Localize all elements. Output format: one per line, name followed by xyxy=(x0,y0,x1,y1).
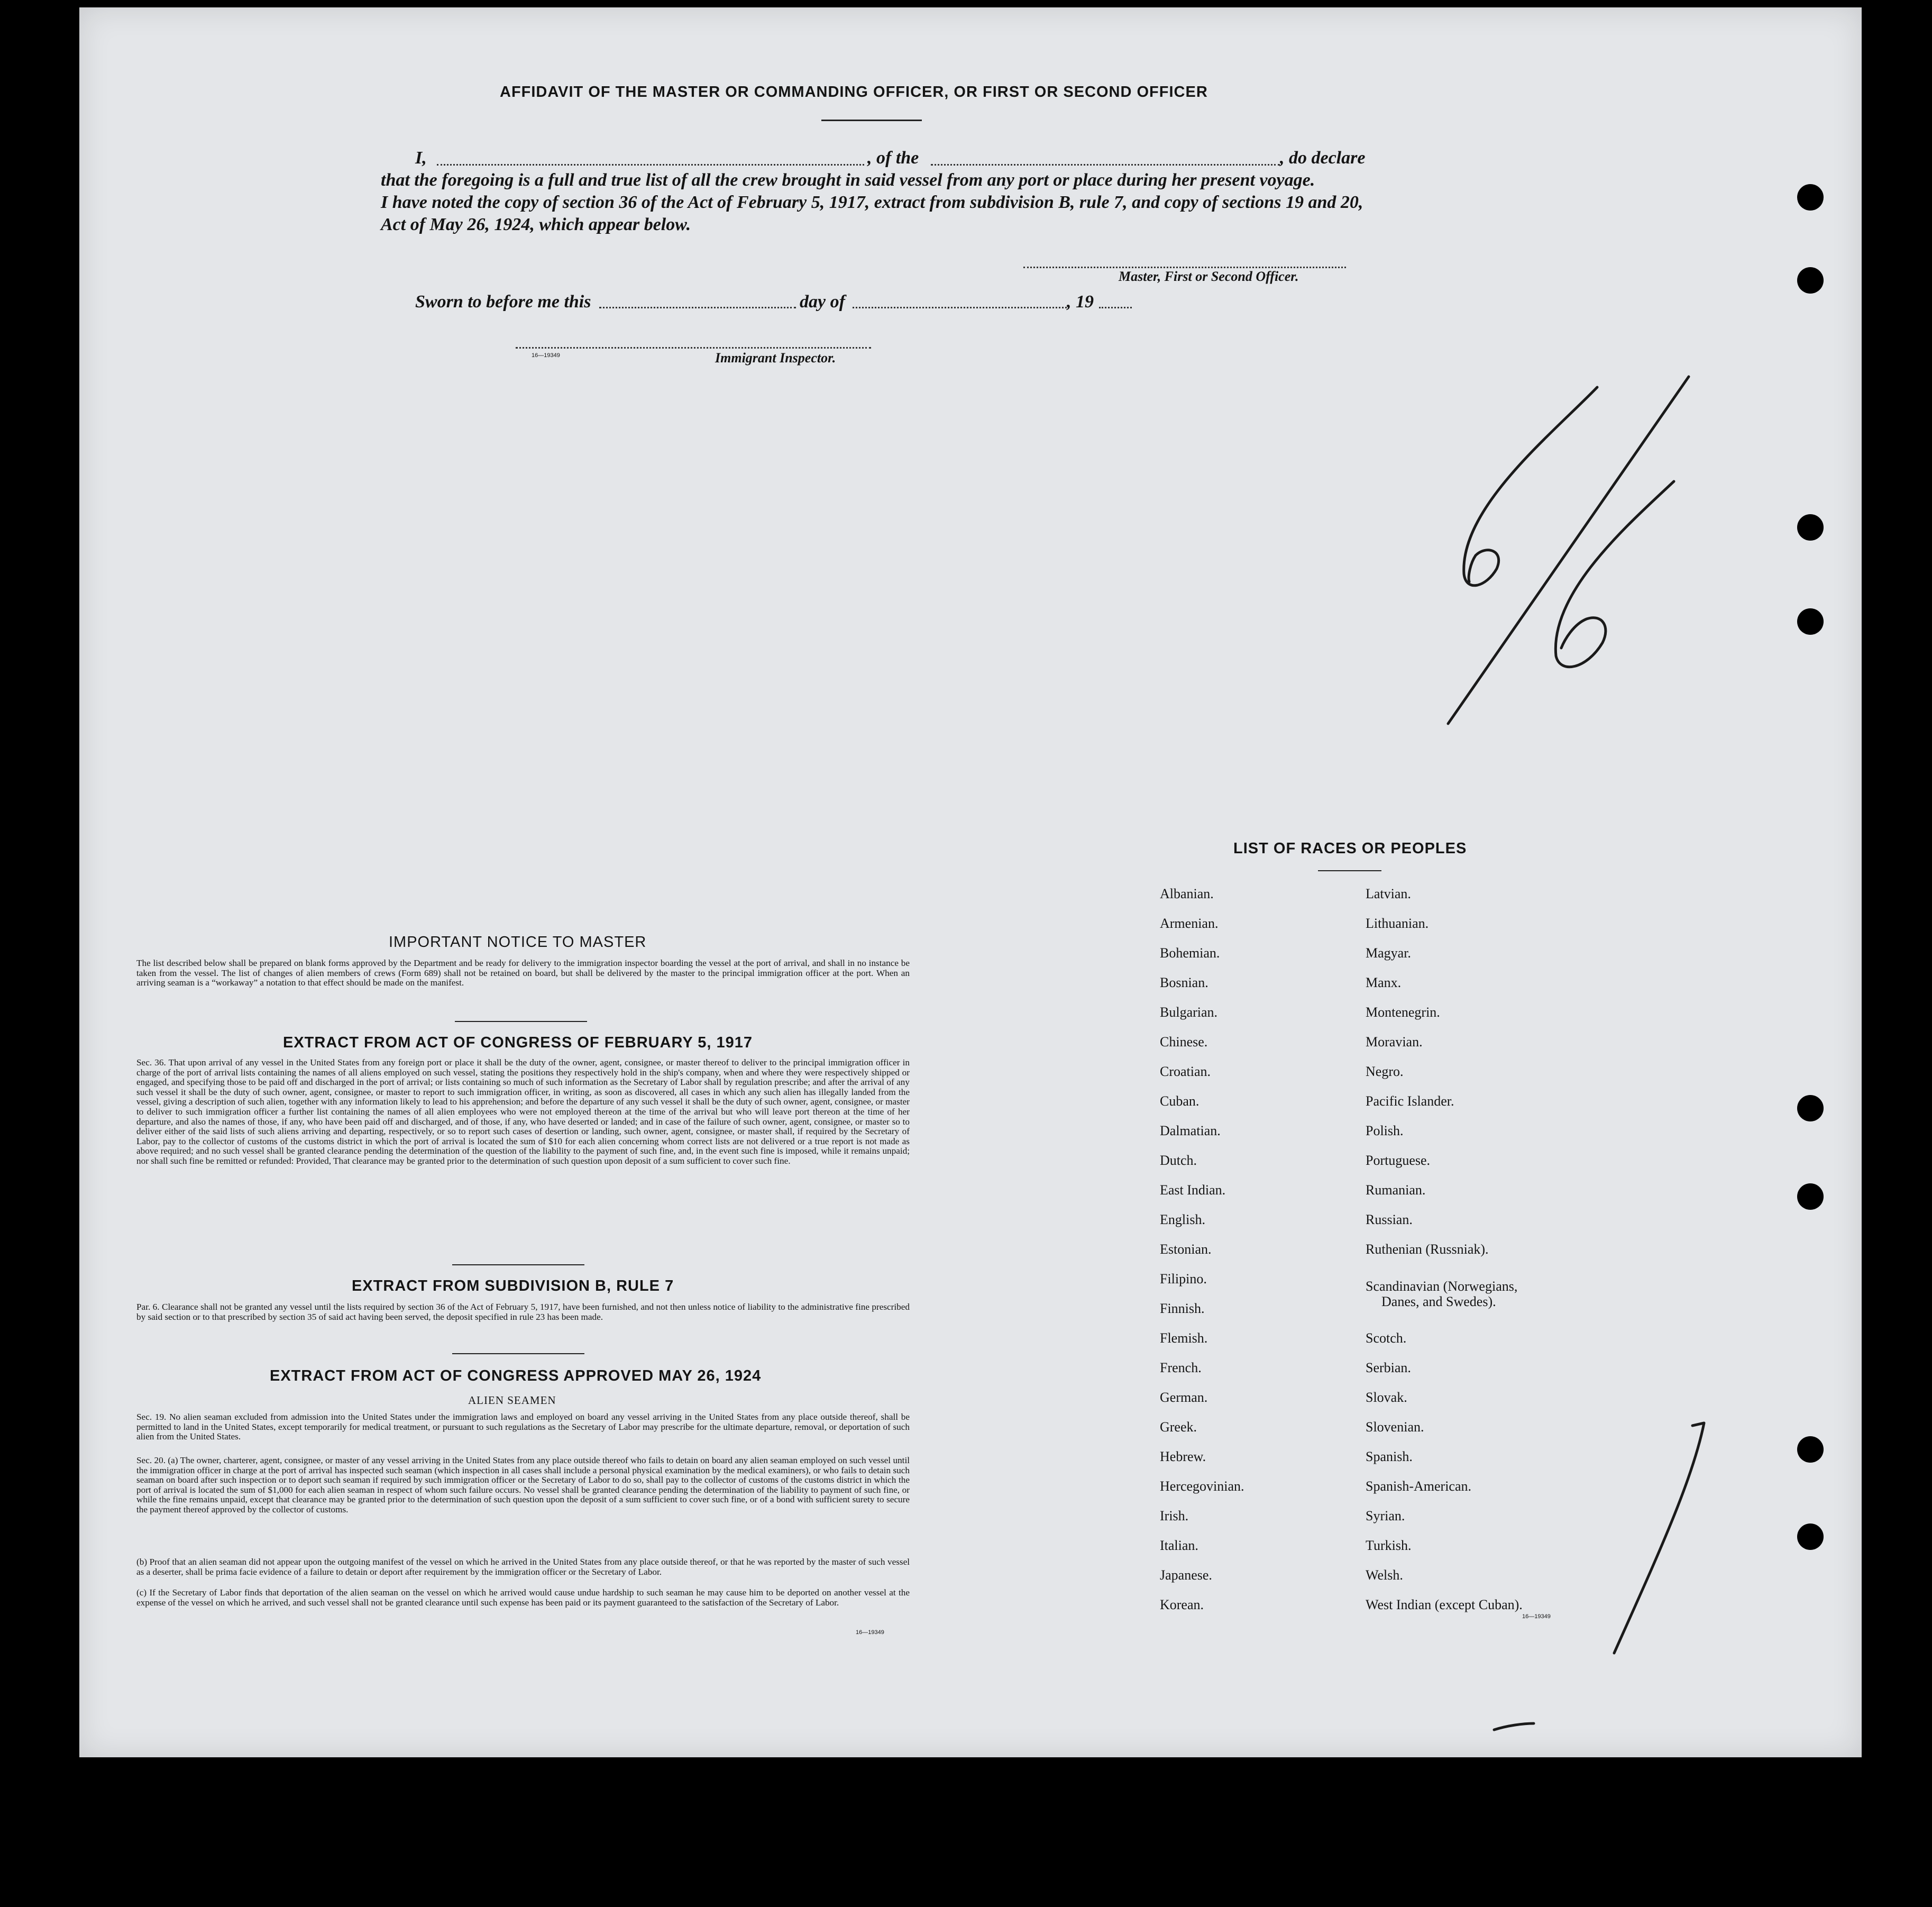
race-item: Manx. xyxy=(1366,975,1402,990)
form-number: 16—19349 xyxy=(1522,1613,1551,1620)
race-item: Bohemian. xyxy=(1160,945,1220,961)
race-item: Finnish. xyxy=(1160,1301,1205,1316)
race-item: Irish. xyxy=(1160,1508,1189,1523)
race-item: Magyar. xyxy=(1366,945,1411,961)
extract-1924-title: EXTRACT FROM ACT OF CONGRESS APPROVED MAY 26, 1924 xyxy=(270,1367,762,1384)
race-item: Bosnian. xyxy=(1160,975,1208,990)
race-item: Pacific Islander. xyxy=(1366,1093,1454,1109)
sworn-text: Sworn to before me this xyxy=(415,292,591,312)
affidavit-i: I, xyxy=(415,148,427,168)
race-item: Welsh. xyxy=(1366,1567,1403,1583)
affidavit-line-4: Act of May 26, 1924, which appear below. xyxy=(381,215,691,234)
races-divider xyxy=(1318,870,1381,871)
section-divider xyxy=(452,1353,584,1354)
race-item: Turkish. xyxy=(1366,1538,1412,1553)
race-item: Scandinavian (Norwegians, xyxy=(1366,1279,1518,1294)
race-item: Ruthenian (Russniak). xyxy=(1366,1242,1489,1257)
extract-rule7-text: Par. 6. Clearance shall not be granted any vessel until the lists required by section 36 of the Act of February 5, 1917, have been furnished, and not then unless notice of liability to the administrative fine prescribed by said section or to that prescribed by section 35 of said act having been served, the deposit specified in rule 23 has been made. xyxy=(136,1302,910,1322)
race-item: Flemish. xyxy=(1160,1330,1208,1346)
race-item: Chinese. xyxy=(1160,1034,1208,1050)
extract-1917-title: EXTRACT FROM ACT OF CONGRESS OF FEBRUARY 5, 1917 xyxy=(283,1034,753,1051)
race-item: Dalmatian. xyxy=(1160,1123,1221,1138)
extract-rule7-title: EXTRACT FROM SUBDIVISION B, RULE 7 xyxy=(352,1278,674,1294)
race-item: German. xyxy=(1160,1390,1208,1405)
race-item: Dutch. xyxy=(1160,1153,1197,1168)
race-item: Slovenian. xyxy=(1366,1419,1424,1435)
notice-text: The list described below shall be prepared on blank forms approved by the Department and be ready for delivery to the immigration inspector boarding the vessel at the port of arrival, and shall in no instance be taken from the vessel. The list of changes of alien members of crews (Form 689) shall not be retained on board, but shall be delivered by the master to the principal immigration officer at the port. When an arriving seaman is a “workaway” a notation to that effect should be made on the manifest. xyxy=(136,958,910,988)
handwritten-six-2 xyxy=(1555,481,1674,667)
race-item: Rumanian. xyxy=(1366,1182,1426,1198)
day-of-text: day of xyxy=(800,292,845,312)
race-item: Spanish. xyxy=(1366,1449,1413,1464)
race-item: Armenian. xyxy=(1160,916,1219,931)
section-divider xyxy=(455,1021,587,1022)
race-item: Korean. xyxy=(1160,1597,1204,1612)
race-item: Portuguese. xyxy=(1366,1153,1431,1168)
year-prefix: , 19 xyxy=(1067,292,1094,312)
race-item: Danes, and Swedes). xyxy=(1381,1294,1496,1309)
sec20a-text: Sec. 20. (a) The owner, charterer, agent, consignee, or master of any vessel arriving in the United States from any place outside thereof who fails to detain on board any alien seaman employed on such vessel until the immigration officer in charge at the port of arrival has inspected such seaman (which inspection in all cases shall include a personal physical examination by the medical examiners), or who fails to detain such seaman on board after such inspection or to deport such seaman if required by such immigration officer or the Secretary of Labor to do so, shall pay to the collector of customs of the customs district in which the port of arrival is located the sum of $1,000 for each alien seaman in respect of whom such failure occurs. No vessel shall be granted clearance pending the determination of the liability to payment of such fine, or while the fine remains unpaid, except that clearance may be granted prior to the determination of such question upon the deposit of a sum sufficient to cover such fine, or of a bond with sufficient surety to secure the payment thereof approved by the collector of customs. xyxy=(136,1455,910,1514)
section-divider xyxy=(452,1264,584,1265)
race-item: Spanish-American. xyxy=(1366,1479,1472,1494)
race-item: Bulgarian. xyxy=(1160,1005,1218,1020)
race-item: Latvian. xyxy=(1366,886,1411,901)
race-item: Scotch. xyxy=(1366,1330,1407,1346)
alien-seamen-subtitle: ALIEN SEAMEN xyxy=(468,1394,556,1407)
sec20c-text: (c) If the Secretary of Labor finds that deportation of the alien seaman on the vessel on which he arrived would cause undue hardship to such seaman he may cause him to be deported on another vessel at the expense of the vessel on which he arrived, and such vessel shall not be granted clearance until such expense has been paid or its payment guaranteed to the satisfaction of the Secretary of Labor. xyxy=(136,1587,910,1608)
extract-1917-text: Sec. 36. That upon arrival of any vessel in the United States from any foreign port or place it shall be the duty of the owner, agent, consignee, or master thereof to deliver to the principal immigration officer in charge of the port of arrival lists containing the names of all aliens employed on such vessel, stating the positions they respectively hold in the ship's company, when and where they were respectively shipped or engaged, and specifying those to be paid off and discharged in the port of arrival; or lists containing so much of such information as the Secretary of Labor shall by regulation prescribe; and after the arrival of any such vessel it shall be the duty of such owner, agent, consignee, or master to report to such immigration officer, in writing, as soon as discovered, all cases in which any such alien has illegally landed from the vessel, giving a description of such alien, together with any information likely to lead to his apprehension; and before the departure of any such vessel it shall be the duty of such owner, agent, consignee, or master to deliver to such immigration officer a further list containing the names of all alien employees who were not employed thereon at the time of the arrival but who will leave port thereon at the time of her departure, and also the names of those, if any, who have been paid off and discharged, and of those, if any, who have deserted or landed; and in case of the failure of such owner, agent, consignee, or master so to deliver either of the said lists of such aliens arriving and departing, respectively, or so to report such cases of desertion or landing, such owner, agent, consignee, or master shall, if required by the Secretary of Labor, pay to the collector of customs of the customs district in which the port of arrival is located the sum of $10 for each alien concerning whom correct lists are not delivered or a true report is not made as above required; and no such vessel shall be granted clearance pending the determination of the question of the liability to the payment of such fine, and, in the event such fine is imposed, while it remains unpaid; nor shall such fine be remitted or refunded: Provided, That clearance may be granted prior to the determination of such question upon deposit of a sum sufficient to cover such fine. xyxy=(136,1057,910,1166)
race-item: French. xyxy=(1160,1360,1202,1375)
race-item: Italian. xyxy=(1160,1538,1198,1553)
race-item: Negro. xyxy=(1366,1064,1404,1079)
affidavit-do-declare: , do declare xyxy=(1280,148,1366,168)
form-number: 16—19349 xyxy=(532,352,560,359)
race-item: West Indian (except Cuban). xyxy=(1366,1597,1523,1612)
race-item: Polish. xyxy=(1366,1123,1404,1138)
sec20b-text: (b) Proof that an alien seaman did not appear upon the outgoing manifest of the vessel on which he arrived in the United States from any place outside thereof, or that he was reported by the master of such vessel as a deserter, shall be prima facie evidence of a failure to detain or deport after requirement by the immigration officer or the Secretary of Labor. xyxy=(136,1557,910,1577)
race-item: Filipino. xyxy=(1160,1271,1207,1286)
race-item: Lithuanian. xyxy=(1366,916,1429,931)
race-item: Greek. xyxy=(1160,1419,1197,1435)
race-item: Hercegovinian. xyxy=(1160,1479,1244,1494)
ink-smudge xyxy=(1494,1723,1534,1730)
race-item: Croatian. xyxy=(1160,1064,1211,1079)
race-item: Syrian. xyxy=(1366,1508,1405,1523)
race-item: Estonian. xyxy=(1160,1242,1212,1257)
race-item: Moravian. xyxy=(1366,1034,1423,1050)
handwritten-six xyxy=(1464,387,1597,586)
race-item: Montenegrin. xyxy=(1366,1005,1440,1020)
affidavit-line-2: that the foregoing is a full and true list of all the crew brought in said vessel from any port or place during her present voyage. xyxy=(381,170,1315,190)
sec19-text: Sec. 19. No alien seaman excluded from admission into the United States under the immigration laws and employed on board any vessel arriving in the United States from any place outside thereof, shall be permitted to land in the United States, except temporarily for medical treatment, or pursuant to such regulations as the Secretary of Labor may prescribe for the ultimate departure, removal, or deportation of such alien from the United States. xyxy=(136,1412,910,1442)
race-item: Slovak. xyxy=(1366,1390,1407,1405)
race-item: English. xyxy=(1160,1212,1205,1227)
signature-label: Master, First or Second Officer. xyxy=(1119,269,1299,284)
race-item: Cuban. xyxy=(1160,1093,1200,1109)
race-item: Russian. xyxy=(1366,1212,1413,1227)
race-item: Japanese. xyxy=(1160,1567,1212,1583)
race-item: Albanian. xyxy=(1160,886,1214,901)
handwritten-one xyxy=(1614,1423,1704,1653)
affidavit-line-3: I have noted the copy of section 36 of the Act of February 5, 1917, extract from subdivision B, rule 7, and copy of sections 19 and 20, xyxy=(381,193,1363,212)
race-item: Hebrew. xyxy=(1160,1449,1206,1464)
races-title: LIST OF RACES OR PEOPLES xyxy=(1233,840,1467,857)
affidavit-of-the: , of the xyxy=(867,148,919,168)
affidavit-title: AFFIDAVIT OF THE MASTER OR COMMANDING OFFICER, OR FIRST OR SECOND OFFICER xyxy=(500,84,1208,101)
race-item: Serbian. xyxy=(1366,1360,1411,1375)
form-number: 16—19349 xyxy=(856,1629,884,1636)
race-item: East Indian. xyxy=(1160,1182,1226,1198)
notice-title: IMPORTANT NOTICE TO MASTER xyxy=(389,934,647,951)
inspector-label: Immigrant Inspector. xyxy=(715,350,836,366)
